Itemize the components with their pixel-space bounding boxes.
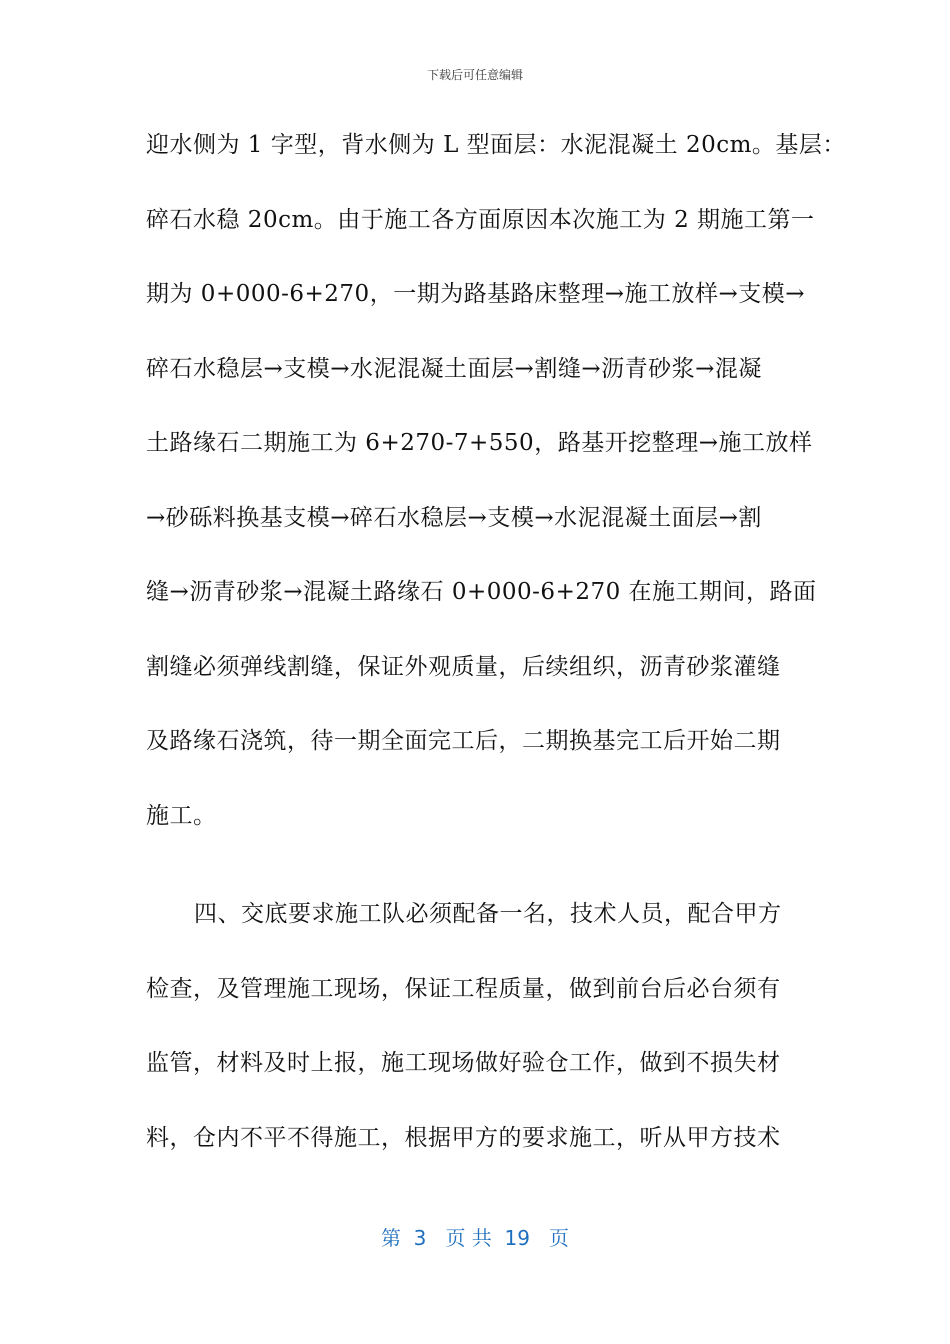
text-line: 及路缘石浇筑，待一期全面完工后，二期换基完工后开始二期: [146, 728, 781, 754]
text-line: 缝→沥青砂浆→混凝土路缘石 0+000-6+270 在施工期间，路面: [146, 579, 817, 605]
document-body: [146, 108, 846, 1175]
text-line: 施工。: [146, 802, 217, 829]
text-line: 监管，材料及时上报，施工现场做好验仓工作，做到不损失材: [146, 1050, 781, 1076]
text-line: 碎石水稳 20cm。由于施工各方面原因本次施工为 2 期施工第一: [146, 206, 815, 233]
text-line: 检查，及管理施工现场，保证工程质量，做到前台后必台须有: [146, 975, 781, 1002]
paragraph-2: [146, 877, 806, 1175]
text-line: 四、交底要求施工队必须配备一名，技术人员，配合甲方: [194, 901, 782, 927]
text-line: 迎水侧为 1 字型，背水侧为 L 型面层：水泥混凝土 20cm。基层：: [146, 132, 846, 158]
text-line: 料，仓内不平不得施工，根据甲方的要求施工，听从甲方技术: [146, 1124, 781, 1151]
text-line: 割缝必须弹线割缝，保证外观质量，后续组织，沥青砂浆灌缝: [146, 653, 781, 680]
text-line: →砂砾料换基支模→碎石水稳层→支模→水泥混凝土面层→割: [146, 504, 762, 531]
text-line: 期为 0+000-6+270，一期为路基路床整理→施工放样→支模→: [146, 281, 806, 307]
page-number-footer: 第 3 页 共 19 页: [380, 1226, 570, 1250]
paragraph-spacer: [146, 853, 806, 877]
text-line: 碎石水稳层→支模→水泥混凝土面层→割缝→沥青砂浆→混凝: [146, 355, 762, 382]
page-header-note: 下载后可任意编辑: [426, 68, 523, 82]
paragraph-1: [146, 108, 846, 853]
text-line: 土路缘石二期施工为 6+270-7+550，路基开挖整理→施工放样: [146, 430, 813, 456]
